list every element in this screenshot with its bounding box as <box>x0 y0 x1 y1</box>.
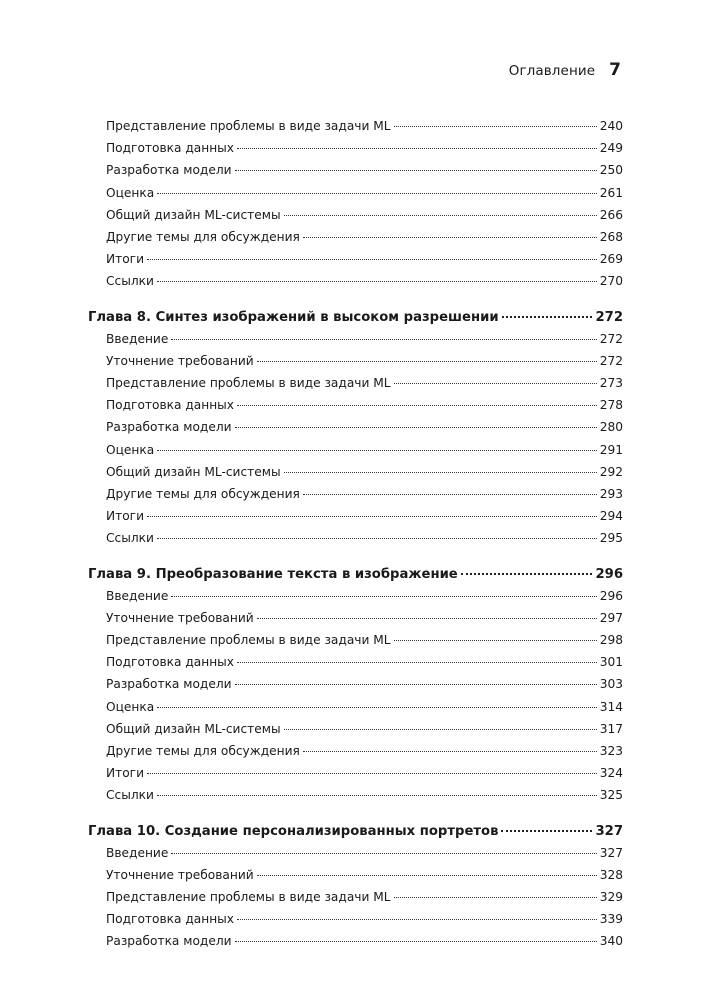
toc-entry-row[interactable] <box>106 487 623 501</box>
running-header-title: Оглавление <box>508 63 596 79</box>
dot-leader <box>284 215 597 216</box>
dot-leader <box>235 427 597 428</box>
toc-entry-row[interactable] <box>106 274 623 288</box>
dot-leader <box>461 573 593 575</box>
toc-chapter-row[interactable] <box>88 567 623 582</box>
dot-leader <box>303 494 597 495</box>
entry-page-number: 269 <box>599 252 623 267</box>
dot-leader <box>257 618 597 619</box>
entry-title: Оценка <box>106 699 155 714</box>
dot-leader <box>147 259 597 260</box>
toc-entry-row[interactable] <box>106 443 623 457</box>
entry-page-number: 301 <box>599 655 623 670</box>
dot-leader <box>237 405 597 406</box>
entry-page-number: 327 <box>599 845 623 860</box>
dot-leader <box>303 237 597 238</box>
entry-title: Итоги <box>106 766 144 781</box>
entry-title: Уточнение требований <box>106 353 254 368</box>
dot-leader <box>157 193 597 194</box>
toc-entry-row[interactable] <box>106 766 623 780</box>
entry-title: Разработка модели <box>106 163 232 178</box>
entry-title: Общий дизайн ML-системы <box>106 464 281 479</box>
entry-page-number: 325 <box>599 788 623 803</box>
entry-title: Введение <box>106 331 169 346</box>
entry-page-number: 314 <box>599 699 623 714</box>
toc-entry-row[interactable] <box>106 465 623 479</box>
dot-leader <box>235 941 597 942</box>
page-number: 7 <box>609 60 621 80</box>
dot-leader <box>171 596 596 597</box>
toc-entry-row[interactable] <box>106 846 623 860</box>
entry-page-number: 273 <box>599 376 623 390</box>
chapter-title: Глава 10. Создание персонализированных портретов <box>88 823 499 839</box>
entry-page-number: 317 <box>599 721 623 736</box>
chapter-title: Глава 8. Синтез изображений в высоком разрешении <box>88 309 499 325</box>
entry-page-number: 339 <box>599 912 623 927</box>
dot-leader <box>237 662 597 663</box>
entry-page-number: 297 <box>599 610 623 625</box>
entry-page-number: 268 <box>599 230 623 244</box>
entry-page-number: 250 <box>599 163 623 178</box>
dot-leader <box>157 795 597 796</box>
toc-entry-row[interactable] <box>106 163 623 177</box>
dot-leader <box>284 472 597 473</box>
toc-entry-row[interactable] <box>106 589 623 603</box>
entry-title: Другие темы для обсуждения <box>106 487 300 501</box>
entry-title: Другие темы для обсуждения <box>106 230 300 244</box>
entry-page-number: 292 <box>599 464 623 479</box>
entry-page-number: 240 <box>599 119 623 133</box>
toc-entry-row[interactable] <box>106 230 623 244</box>
entry-page-number: 278 <box>599 398 623 413</box>
toc-entry-row[interactable] <box>106 509 623 523</box>
dot-leader <box>284 729 597 730</box>
toc-entry-row[interactable] <box>106 119 623 133</box>
toc-entry-row[interactable] <box>106 744 623 758</box>
dot-leader <box>303 751 597 752</box>
toc-entry-row[interactable] <box>106 531 623 545</box>
entry-page-number: 296 <box>595 566 623 582</box>
entry-page-number: 323 <box>599 744 623 758</box>
entry-title: Подготовка данных <box>106 912 235 927</box>
toc-entry-row[interactable] <box>106 633 623 647</box>
toc-chapter-row[interactable] <box>88 310 623 325</box>
entry-title: Итоги <box>106 252 144 267</box>
entry-title: Оценка <box>106 185 155 200</box>
toc-entry-row[interactable] <box>106 141 623 155</box>
dot-leader <box>157 707 597 708</box>
entry-title: Ссылки <box>106 531 154 546</box>
dot-leader <box>394 897 597 898</box>
entry-title: Итоги <box>106 509 144 524</box>
chapter-title: Глава 9. Преобразование текста в изображение <box>88 566 458 582</box>
entry-page-number: 261 <box>599 185 623 200</box>
toc-entry-row[interactable] <box>106 677 623 691</box>
dot-leader <box>502 316 593 318</box>
dot-leader <box>147 516 597 517</box>
entry-title: Оценка <box>106 442 155 457</box>
toc-entry-row[interactable] <box>106 420 623 434</box>
entry-title: Разработка модели <box>106 934 232 949</box>
entry-page-number: 270 <box>599 274 623 289</box>
entry-page-number: 272 <box>599 353 623 368</box>
dot-leader <box>237 148 597 149</box>
dot-leader <box>257 875 597 876</box>
entry-title: Представление проблемы в виде задачи ML <box>106 633 391 647</box>
toc-entry-row[interactable] <box>106 252 623 266</box>
toc-entry-row[interactable] <box>106 655 623 669</box>
entry-title: Представление проблемы в виде задачи ML <box>106 119 391 133</box>
toc-entry-row[interactable] <box>106 722 623 736</box>
toc-entry-row[interactable] <box>106 611 623 625</box>
entry-page-number: 291 <box>599 442 623 457</box>
dot-leader <box>171 339 596 340</box>
entry-title: Введение <box>106 845 169 860</box>
entry-title: Ссылки <box>106 274 154 289</box>
entry-title: Разработка модели <box>106 420 232 435</box>
entry-title: Подготовка данных <box>106 398 235 413</box>
toc-entry-row[interactable] <box>106 912 623 926</box>
dot-leader <box>147 773 597 774</box>
entry-page-number: 272 <box>599 331 623 346</box>
toc-entry-row[interactable] <box>106 376 623 390</box>
toc-entry-row[interactable] <box>106 934 623 948</box>
entry-page-number: 328 <box>599 867 623 882</box>
entry-title: Уточнение требований <box>106 867 254 882</box>
dot-leader <box>157 281 597 282</box>
entry-title: Введение <box>106 588 169 603</box>
entry-page-number: 324 <box>599 766 623 781</box>
entry-title: Ссылки <box>106 788 154 803</box>
dot-leader <box>157 450 597 451</box>
dot-leader <box>394 640 597 641</box>
dot-leader <box>237 919 597 920</box>
entry-title: Представление проблемы в виде задачи ML <box>106 376 391 390</box>
dot-leader <box>171 853 596 854</box>
entry-title: Подготовка данных <box>106 655 235 670</box>
entry-page-number: 272 <box>595 309 623 325</box>
toc-chapter-row[interactable] <box>88 824 623 839</box>
entry-page-number: 298 <box>599 633 623 647</box>
entry-title: Общий дизайн ML-системы <box>106 721 281 736</box>
dot-leader <box>257 361 597 362</box>
entry-page-number: 296 <box>599 588 623 603</box>
entry-page-number: 280 <box>599 420 623 435</box>
toc-entry-row[interactable] <box>106 398 623 412</box>
entry-page-number: 303 <box>599 677 623 692</box>
toc-entry-row[interactable] <box>106 890 623 904</box>
entry-page-number: 327 <box>595 823 623 839</box>
entry-page-number: 266 <box>599 207 623 222</box>
toc-entry-row[interactable] <box>106 868 623 882</box>
dot-leader <box>501 830 592 832</box>
entry-title: Подготовка данных <box>106 141 235 156</box>
toc-entry-row[interactable] <box>106 788 623 802</box>
toc-entry-row[interactable] <box>106 332 623 346</box>
entry-page-number: 293 <box>599 487 623 501</box>
dot-leader <box>235 170 597 171</box>
entry-page-number: 329 <box>599 890 623 904</box>
entry-title: Общий дизайн ML-системы <box>106 207 281 222</box>
entry-page-number: 340 <box>599 934 623 949</box>
toc-entry-row[interactable] <box>106 186 623 200</box>
entry-page-number: 294 <box>599 509 623 524</box>
entry-title: Другие темы для обсуждения <box>106 744 300 758</box>
entry-page-number: 295 <box>599 531 623 546</box>
entry-title: Разработка модели <box>106 677 232 692</box>
entry-page-number: 249 <box>599 141 623 156</box>
entry-title: Уточнение требований <box>106 610 254 625</box>
toc-entry-row[interactable] <box>106 700 623 714</box>
dot-leader <box>394 126 597 127</box>
dot-leader <box>394 383 597 384</box>
dot-leader <box>157 538 597 539</box>
entry-title: Представление проблемы в виде задачи ML <box>106 890 391 904</box>
running-header <box>509 60 621 80</box>
toc-entry-row[interactable] <box>106 354 623 368</box>
toc-entry-row[interactable] <box>106 208 623 222</box>
dot-leader <box>235 684 597 685</box>
